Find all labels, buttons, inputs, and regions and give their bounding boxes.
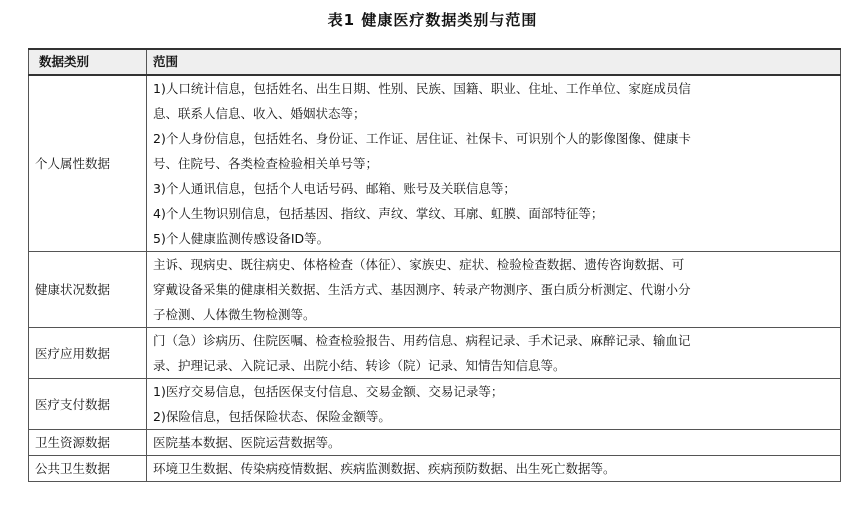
table-row xyxy=(29,379,841,430)
category-cell: 个人属性数据 xyxy=(29,75,147,252)
table-row xyxy=(29,430,841,456)
range-line: 1)人口统计信息，包括姓名、出生日期、性别、民族、国籍、职业、住址、工作单位、家庭成员信 xyxy=(153,81,691,96)
range-cell xyxy=(147,430,841,456)
range-line: 主诉、现病史、既往病史、体格检查（体征）、家族史、症状、检验检查数据、遗传咨询数据、可 xyxy=(153,257,685,272)
table-title: 表1 健康医疗数据类别与范围 xyxy=(327,11,538,29)
range-line: 子检测、人体微生物检测等。 xyxy=(153,307,316,322)
table-row xyxy=(29,252,841,328)
category-cell: 医疗支付数据 xyxy=(29,379,147,430)
data-category-table xyxy=(28,48,841,482)
range-line: 4)个人生物识别信息，包括基因、指纹、声纹、掌纹、耳廓、虹膜、面部特征等； xyxy=(153,206,604,221)
category-cell: 医疗应用数据 xyxy=(29,328,147,379)
table-row xyxy=(29,456,841,482)
range-line: 医院基本数据、医院运营数据等。 xyxy=(153,435,341,450)
range-cell xyxy=(147,328,841,379)
header-category: 数据类别 xyxy=(29,49,147,75)
range-line: 穿戴设备采集的健康相关数据、生活方式、基因测序、转录产物测序、蛋白质分析测定、代谢小分 xyxy=(153,282,691,297)
range-cell xyxy=(147,75,841,252)
range-line: 号、住院号、各类检查检验相关单号等； xyxy=(153,156,379,171)
category-cell: 健康状况数据 xyxy=(29,252,147,328)
table-row xyxy=(29,328,841,379)
table-row xyxy=(29,75,841,252)
header-range: 范围 xyxy=(147,49,841,75)
range-line: 2)个人身份信息，包括姓名、身份证、工作证、居住证、社保卡、可识别个人的影像图像、健康卡 xyxy=(153,131,691,146)
range-line: 门（急）诊病历、住院医嘱、检查检验报告、用药信息、病程记录、手术记录、麻醉记录、输血记 xyxy=(153,333,691,348)
range-cell xyxy=(147,252,841,328)
range-line: 1)医疗交易信息，包括医保支付信息、交易金额、交易记录等； xyxy=(153,384,504,399)
category-cell: 卫生资源数据 xyxy=(29,430,147,456)
range-line: 录、护理记录、入院记录、出院小结、转诊（院）记录、知情告知信息等。 xyxy=(153,358,566,373)
range-line: 息、联系人信息、收入、婚姻状态等； xyxy=(153,106,366,121)
range-cell xyxy=(147,456,841,482)
range-line: 2)保险信息，包括保险状态、保险金额等。 xyxy=(153,409,391,424)
range-line: 环境卫生数据、传染病疫情数据、疾病监测数据、疾病预防数据、出生死亡数据等。 xyxy=(153,461,616,476)
table-body xyxy=(29,75,841,482)
category-cell: 公共卫生数据 xyxy=(29,456,147,482)
table-header-row xyxy=(29,49,841,75)
range-line: 3)个人通讯信息，包括个人电话号码、邮箱、账号及关联信息等； xyxy=(153,181,516,196)
range-cell xyxy=(147,379,841,430)
range-line: 5)个人健康监测传感设备ID等。 xyxy=(153,231,330,246)
